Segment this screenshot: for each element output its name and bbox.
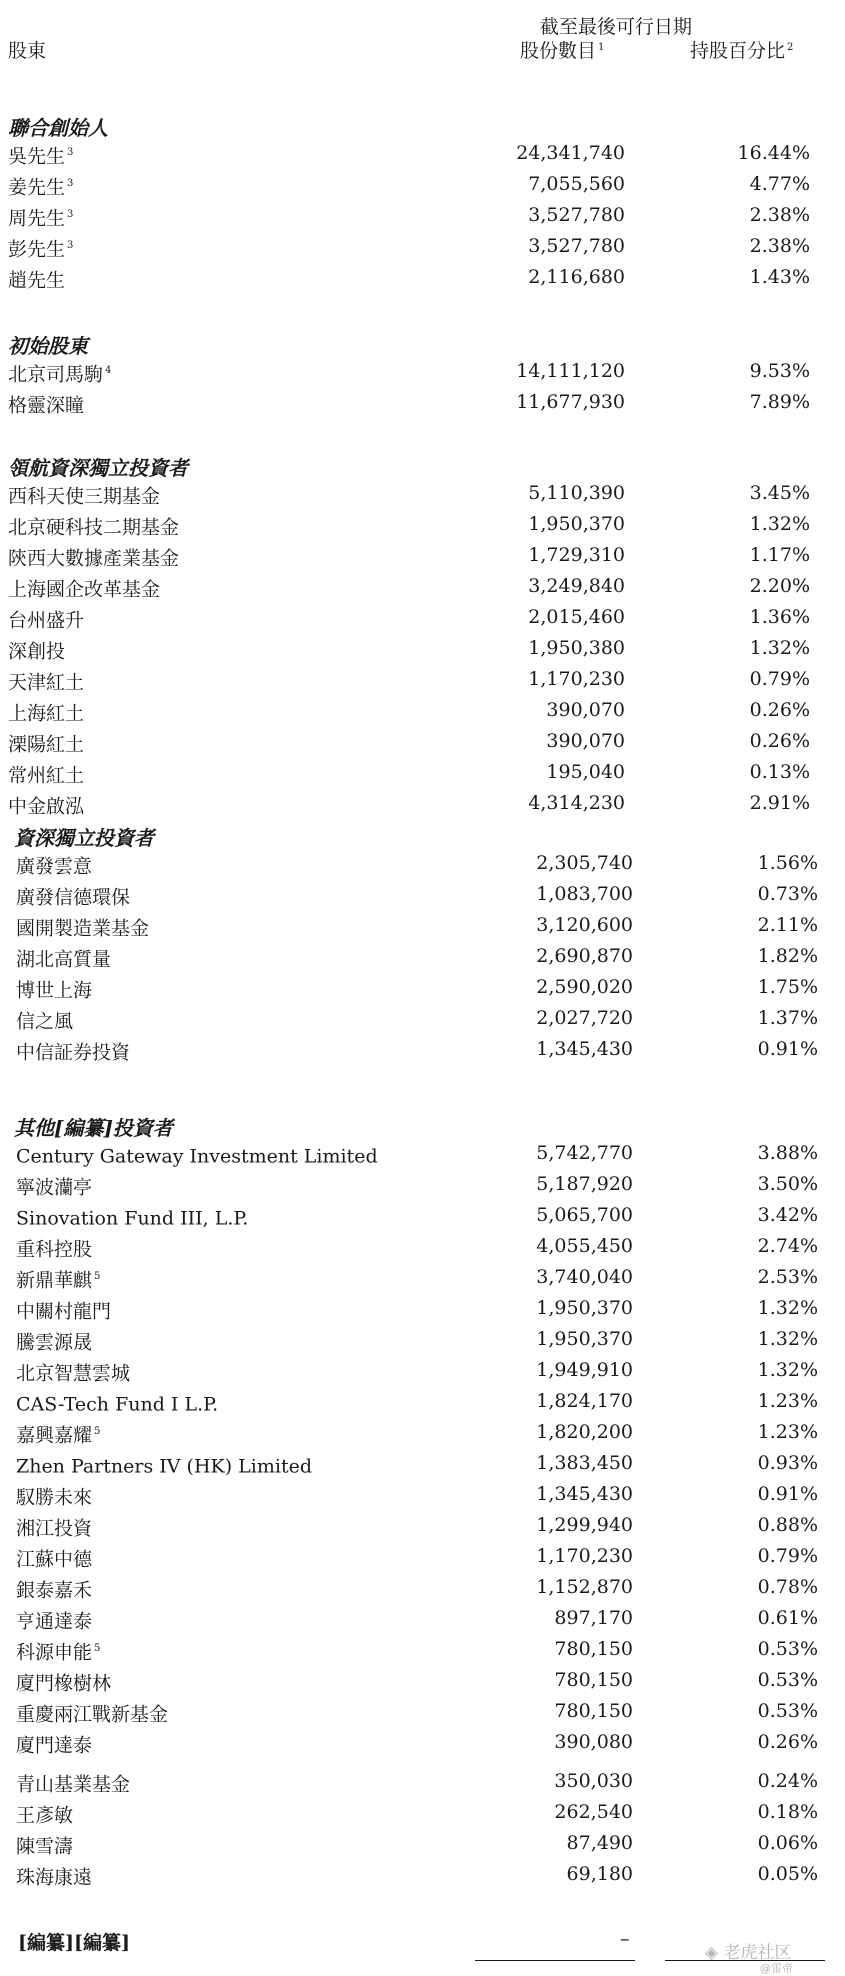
table-row <box>0 1448 845 1478</box>
shareholder-name <box>16 1355 132 1388</box>
shareholder-name-text: 科源申能 <box>16 1641 93 1664</box>
footnote-marker: 3 <box>67 240 74 251</box>
section-title: 聯合創始人 <box>8 116 108 140</box>
share-count: 3,249,840 <box>528 575 625 597</box>
shareholder-name-text: 重科控股 <box>16 1238 93 1261</box>
shareholder-name-text: Century Gateway Investment Limited <box>16 1145 378 1168</box>
share-percentage: 0.61% <box>757 1607 818 1629</box>
shareholder-name-text: 亨通達泰 <box>16 1610 93 1633</box>
shareholder-name-text: 廈門達泰 <box>16 1734 93 1757</box>
shareholder-name-text: 上海國企改革基金 <box>8 578 161 601</box>
table-row <box>0 757 845 787</box>
share-count: 7,055,560 <box>528 173 625 195</box>
share-count: 1,950,370 <box>528 513 625 535</box>
table-row <box>0 1479 845 1509</box>
share-percentage: 0.91% <box>757 1038 818 1060</box>
share-percentage: 1.32% <box>757 1297 818 1319</box>
shareholder-name <box>16 1665 113 1698</box>
shareholder-name <box>16 1572 94 1605</box>
share-count: 1,083,700 <box>536 883 633 905</box>
table-row <box>0 1262 845 1292</box>
table-row <box>0 1417 845 1447</box>
column-header-shareholder: 股東 <box>8 40 47 62</box>
shareholder-name-text: 上海紅土 <box>8 702 85 725</box>
share-percentage: 0.78% <box>757 1576 818 1598</box>
share-count: 69,180 <box>566 1863 633 1885</box>
table-row <box>0 972 845 1002</box>
table-row <box>0 1634 845 1664</box>
shareholder-name-text: 銀泰嘉禾 <box>16 1579 93 1602</box>
share-percentage: 1.32% <box>757 1359 818 1381</box>
share-count: 780,150 <box>554 1638 633 1660</box>
share-percentage: 16.44% <box>737 142 810 164</box>
share-percentage: 2.91% <box>749 792 810 814</box>
share-percentage: 1.75% <box>757 976 818 998</box>
share-percentage: 0.53% <box>757 1638 818 1660</box>
footnote-marker: 3 <box>67 147 74 158</box>
shareholder-name-text: CAS-Tech Fund I L.P. <box>16 1393 219 1416</box>
shareholder-name <box>16 1448 314 1481</box>
table-row <box>0 262 845 292</box>
section-title: 初始股東 <box>8 334 88 358</box>
share-count: 5,065,700 <box>536 1204 633 1226</box>
shareholder-name-text: 廈門橡樹林 <box>16 1672 112 1695</box>
table-row <box>0 1510 845 1540</box>
table-row <box>0 1034 845 1064</box>
shareholder-name-text: 馭勝未來 <box>16 1486 93 1509</box>
share-count: 1,950,370 <box>536 1328 633 1350</box>
shareholder-name-text: 珠海康遠 <box>16 1866 93 1889</box>
shareholder-name-text: 王彥敏 <box>16 1804 74 1827</box>
table-row <box>0 1386 845 1416</box>
table-row <box>0 169 845 199</box>
footnote-marker: 5 <box>94 1426 101 1437</box>
shareholder-name <box>16 1138 380 1171</box>
shareholder-name-text: 中信証券投資 <box>16 1041 131 1064</box>
share-percentage: 1.43% <box>749 266 810 288</box>
footnote-marker: 4 <box>105 365 112 376</box>
shareholder-name <box>8 231 73 264</box>
shareholder-name <box>16 1231 94 1264</box>
shareholder-name-text: 新鼎華麒 <box>16 1269 93 1292</box>
column-header-shares-label: 股份數目 <box>520 40 597 62</box>
shareholder-name-text: 陳雪濤 <box>16 1835 74 1858</box>
share-percentage: 2.74% <box>757 1235 818 1257</box>
shareholder-name <box>16 1262 100 1295</box>
table-row <box>0 910 845 940</box>
share-count: 262,540 <box>554 1801 633 1823</box>
share-percentage: 1.37% <box>757 1007 818 1029</box>
shareholder-name <box>8 138 73 171</box>
shareholder-name <box>8 602 86 635</box>
shareholder-name <box>16 1859 94 1892</box>
share-count: 195,040 <box>546 761 625 783</box>
table-row <box>0 695 845 725</box>
footer-shares-underline <box>475 1960 635 1961</box>
share-percentage: 3.50% <box>757 1173 818 1195</box>
watermark-text: 老虎社区 <box>723 1943 792 1963</box>
table-row <box>0 1828 845 1858</box>
table-row <box>0 1324 845 1354</box>
share-percentage: 0.53% <box>757 1669 818 1691</box>
share-percentage: 1.17% <box>749 544 810 566</box>
share-count: 5,187,920 <box>536 1173 633 1195</box>
shareholder-name <box>16 1386 220 1419</box>
table-row <box>0 602 845 632</box>
shareholder-name-text: Zhen Partners IV (HK) Limited <box>16 1455 313 1478</box>
share-count: 5,742,770 <box>536 1142 633 1164</box>
shareholder-name-text: 格靈深瞳 <box>8 394 85 417</box>
share-count: 2,027,720 <box>536 1007 633 1029</box>
shareholder-name <box>16 879 132 912</box>
share-percentage: 1.56% <box>757 852 818 874</box>
shareholder-name-text: 江蘇中德 <box>16 1548 93 1571</box>
table-row <box>0 1200 845 1230</box>
shareholder-name-text: 青山基業基金 <box>16 1773 131 1796</box>
share-percentage: 0.79% <box>749 668 810 690</box>
shareholder-name <box>8 633 67 666</box>
shareholder-name <box>8 387 86 420</box>
share-percentage: 1.32% <box>749 637 810 659</box>
share-count: 1,729,310 <box>528 544 625 566</box>
shareholder-name-text: 湖北高質量 <box>16 948 112 971</box>
shareholder-name-text: 廣發信德環保 <box>16 886 131 909</box>
share-count: 1,824,170 <box>536 1390 633 1412</box>
share-percentage: 3.88% <box>757 1142 818 1164</box>
share-percentage: 2.11% <box>757 914 818 936</box>
table-row <box>0 879 845 909</box>
share-count: 1,170,230 <box>536 1545 633 1567</box>
share-count: 897,170 <box>554 1607 633 1629</box>
share-count: 3,527,780 <box>528 204 625 226</box>
shareholder-name-text: 湘江投資 <box>16 1517 93 1540</box>
table-row <box>0 387 845 417</box>
shareholder-name-text: 北京硬科技二期基金 <box>8 516 180 539</box>
share-percentage: 0.26% <box>757 1731 818 1753</box>
column-header-shares <box>520 36 604 63</box>
shareholder-name <box>16 1634 100 1667</box>
shareholder-name <box>16 941 113 974</box>
share-percentage: 1.23% <box>757 1390 818 1412</box>
shareholder-name <box>16 1727 94 1760</box>
share-count: 780,150 <box>554 1700 633 1722</box>
shareholder-name <box>16 1324 94 1357</box>
shareholder-name <box>8 664 86 697</box>
shareholder-name-text: 騰雲源晟 <box>16 1331 93 1354</box>
table-row <box>0 1665 845 1695</box>
share-count: 1,345,430 <box>536 1038 633 1060</box>
share-percentage: 3.45% <box>749 482 810 504</box>
share-count: 1,152,870 <box>536 1576 633 1598</box>
share-percentage: 0.24% <box>757 1770 818 1792</box>
share-percentage: 0.79% <box>757 1545 818 1567</box>
table-row <box>0 571 845 601</box>
shareholder-name <box>16 1603 94 1636</box>
share-count: 14,111,120 <box>516 360 625 382</box>
footer-shares-dash: – <box>620 1928 630 1950</box>
shareholder-name <box>16 1003 75 1036</box>
table-row <box>0 1138 845 1168</box>
shareholder-name-text: 陝西大數據產業基金 <box>8 547 180 570</box>
table-row <box>0 138 845 168</box>
shareholder-name-text: 台州盛升 <box>8 609 85 632</box>
shareholder-name <box>8 540 181 573</box>
share-percentage: 2.38% <box>749 204 810 226</box>
shareholder-name-text: 周先生 <box>8 207 66 230</box>
table-row <box>0 1293 845 1323</box>
share-percentage: 0.73% <box>757 883 818 905</box>
share-count: 1,820,200 <box>536 1421 633 1443</box>
table-row <box>0 633 845 663</box>
share-count: 1,299,940 <box>536 1514 633 1536</box>
share-percentage: 3.42% <box>757 1204 818 1226</box>
share-percentage: 1.32% <box>757 1328 818 1350</box>
share-percentage: 0.91% <box>757 1483 818 1505</box>
table-row <box>0 200 845 230</box>
shareholder-name-text: 中關村龍門 <box>16 1300 112 1323</box>
shareholder-name-text: Sinovation Fund III, L.P. <box>16 1207 249 1230</box>
shareholder-name-text: 彭先生 <box>8 238 66 261</box>
shareholder-name <box>16 1417 100 1450</box>
share-percentage: 1.82% <box>757 945 818 967</box>
shareholder-name <box>16 910 151 943</box>
shareholder-name-text: 寧波灡亭 <box>16 1176 93 1199</box>
shareholder-name-text: 北京司馬駒 <box>8 363 104 386</box>
share-count: 2,690,870 <box>536 945 633 967</box>
column-header-percentage-label: 持股百分比 <box>690 40 786 62</box>
shareholder-name-text: 中金啟泓 <box>8 795 85 818</box>
table-row <box>0 941 845 971</box>
share-count: 350,030 <box>554 1770 633 1792</box>
shareholder-name-text: 姜先生 <box>8 176 66 199</box>
shareholder-name <box>8 695 86 728</box>
shareholder-name-text: 深創投 <box>8 640 66 663</box>
table-row <box>0 848 845 878</box>
share-percentage: 0.05% <box>757 1863 818 1885</box>
section-title: 其他[編纂]投資者 <box>14 1116 173 1140</box>
column-header-percentage-note: 2 <box>787 41 794 53</box>
share-count: 4,055,450 <box>536 1235 633 1257</box>
share-count: 2,305,740 <box>536 852 633 874</box>
shareholder-name-text: 重慶兩江戰新基金 <box>16 1703 169 1726</box>
section-title: 資深獨立投資者 <box>14 826 154 850</box>
share-count: 2,116,680 <box>528 266 625 288</box>
share-percentage: 0.06% <box>757 1832 818 1854</box>
shareholder-name <box>16 972 94 1005</box>
section-title: 領航資深獨立投資者 <box>8 456 188 480</box>
share-percentage: 4.77% <box>749 173 810 195</box>
shareholder-name <box>16 1510 94 1543</box>
shareholder-name <box>8 571 162 604</box>
table-row <box>0 478 845 508</box>
share-percentage: 1.36% <box>749 606 810 628</box>
shareholder-name <box>16 1034 132 1067</box>
footnote-marker: 3 <box>67 209 74 220</box>
shareholder-name <box>8 200 73 233</box>
shareholder-name-text: 博世上海 <box>16 979 93 1002</box>
share-percentage: 9.53% <box>749 360 810 382</box>
table-row <box>0 726 845 756</box>
share-percentage: 0.53% <box>757 1700 818 1722</box>
share-percentage: 1.23% <box>757 1421 818 1443</box>
share-percentage: 1.32% <box>749 513 810 535</box>
share-count: 4,314,230 <box>528 792 625 814</box>
share-percentage: 7.89% <box>749 391 810 413</box>
share-percentage: 0.13% <box>749 761 810 783</box>
share-percentage: 2.53% <box>757 1266 818 1288</box>
table-row <box>0 540 845 570</box>
shareholder-name <box>8 262 67 295</box>
table-row <box>0 1727 845 1757</box>
table-row <box>0 1169 845 1199</box>
shareholder-name-text: 北京智慧雲城 <box>16 1362 131 1385</box>
share-count: 1,950,380 <box>528 637 625 659</box>
shareholder-name <box>16 1541 94 1574</box>
shareholder-name <box>8 788 86 821</box>
shareholder-name-text: 趙先生 <box>8 269 66 292</box>
share-count: 780,150 <box>554 1669 633 1691</box>
shareholder-name-text: 天津紅土 <box>8 671 85 694</box>
watermark: ◈ 老虎社区 <box>705 1943 792 1963</box>
shareholder-name-text: 廣發雲意 <box>16 855 93 878</box>
shareholder-name <box>8 478 162 511</box>
table-row <box>0 1859 845 1889</box>
share-count: 1,170,230 <box>528 668 625 690</box>
share-percentage: 2.20% <box>749 575 810 597</box>
shareholder-name <box>16 1200 250 1233</box>
share-count: 3,527,780 <box>528 235 625 257</box>
table-row <box>0 1231 845 1261</box>
share-count: 1,345,430 <box>536 1483 633 1505</box>
table-row <box>0 1696 845 1726</box>
share-count: 390,080 <box>554 1731 633 1753</box>
share-count: 1,950,370 <box>536 1297 633 1319</box>
share-percentage: 0.26% <box>749 699 810 721</box>
shareholder-name-text: 吳先生 <box>8 145 66 168</box>
footnote-marker: 3 <box>67 178 74 189</box>
share-percentage: 0.93% <box>757 1452 818 1474</box>
column-header-date: 截至最後可行日期 <box>540 16 693 38</box>
share-count: 1,949,910 <box>536 1359 633 1381</box>
shareholder-name-text: 西科天使三期基金 <box>8 485 161 508</box>
table-row <box>0 509 845 539</box>
share-percentage: 0.88% <box>757 1514 818 1536</box>
shareholder-name <box>8 757 86 790</box>
share-count: 11,677,930 <box>516 391 625 413</box>
shareholder-name <box>16 1797 75 1830</box>
shareholder-name <box>16 1169 94 1202</box>
table-row <box>0 1572 845 1602</box>
table-row <box>0 231 845 261</box>
share-percentage: 2.38% <box>749 235 810 257</box>
share-count: 1,383,450 <box>536 1452 633 1474</box>
shareholder-name <box>8 356 111 389</box>
shareholder-name <box>16 848 94 881</box>
shareholder-name <box>16 1293 113 1326</box>
share-count: 3,120,600 <box>536 914 633 936</box>
share-count: 390,070 <box>546 699 625 721</box>
shareholder-name <box>16 1479 94 1512</box>
share-percentage: 0.26% <box>749 730 810 752</box>
share-count: 3,740,040 <box>536 1266 633 1288</box>
column-header-shares-note: 1 <box>598 41 605 53</box>
shareholder-name-text: 常州紅土 <box>8 764 85 787</box>
shareholder-name-text: 信之風 <box>16 1010 74 1033</box>
shareholder-name <box>16 1766 132 1799</box>
shareholder-name <box>8 169 73 202</box>
table-row <box>0 1766 845 1796</box>
table-row <box>0 356 845 386</box>
share-count: 24,341,740 <box>516 142 625 164</box>
share-count: 2,015,460 <box>528 606 625 628</box>
table-row <box>0 1541 845 1571</box>
shareholder-name-text: 國開製造業基金 <box>16 917 150 940</box>
share-count: 390,070 <box>546 730 625 752</box>
table-row <box>0 1603 845 1633</box>
footnote-marker: 5 <box>94 1643 101 1654</box>
footer-label: [編纂][編纂] <box>18 1932 130 1954</box>
shareholder-name <box>8 509 181 542</box>
table-row <box>0 1797 845 1827</box>
shareholder-name <box>16 1828 75 1861</box>
shareholder-name-text: 溧陽紅土 <box>8 733 85 756</box>
watermark-sub: @雷帝 <box>760 1962 793 1975</box>
column-header-percentage <box>690 36 793 63</box>
table-row <box>0 1003 845 1033</box>
share-count: 2,590,020 <box>536 976 633 998</box>
table-row <box>0 664 845 694</box>
table-row <box>0 788 845 818</box>
shareholder-name <box>8 726 86 759</box>
table-row <box>0 1355 845 1385</box>
share-count: 87,490 <box>566 1832 633 1854</box>
shareholder-name <box>16 1696 170 1729</box>
shareholder-name-text: 嘉興嘉耀 <box>16 1424 93 1447</box>
footnote-marker: 5 <box>94 1271 101 1282</box>
share-percentage: 0.18% <box>757 1801 818 1823</box>
share-count: 5,110,390 <box>528 482 625 504</box>
